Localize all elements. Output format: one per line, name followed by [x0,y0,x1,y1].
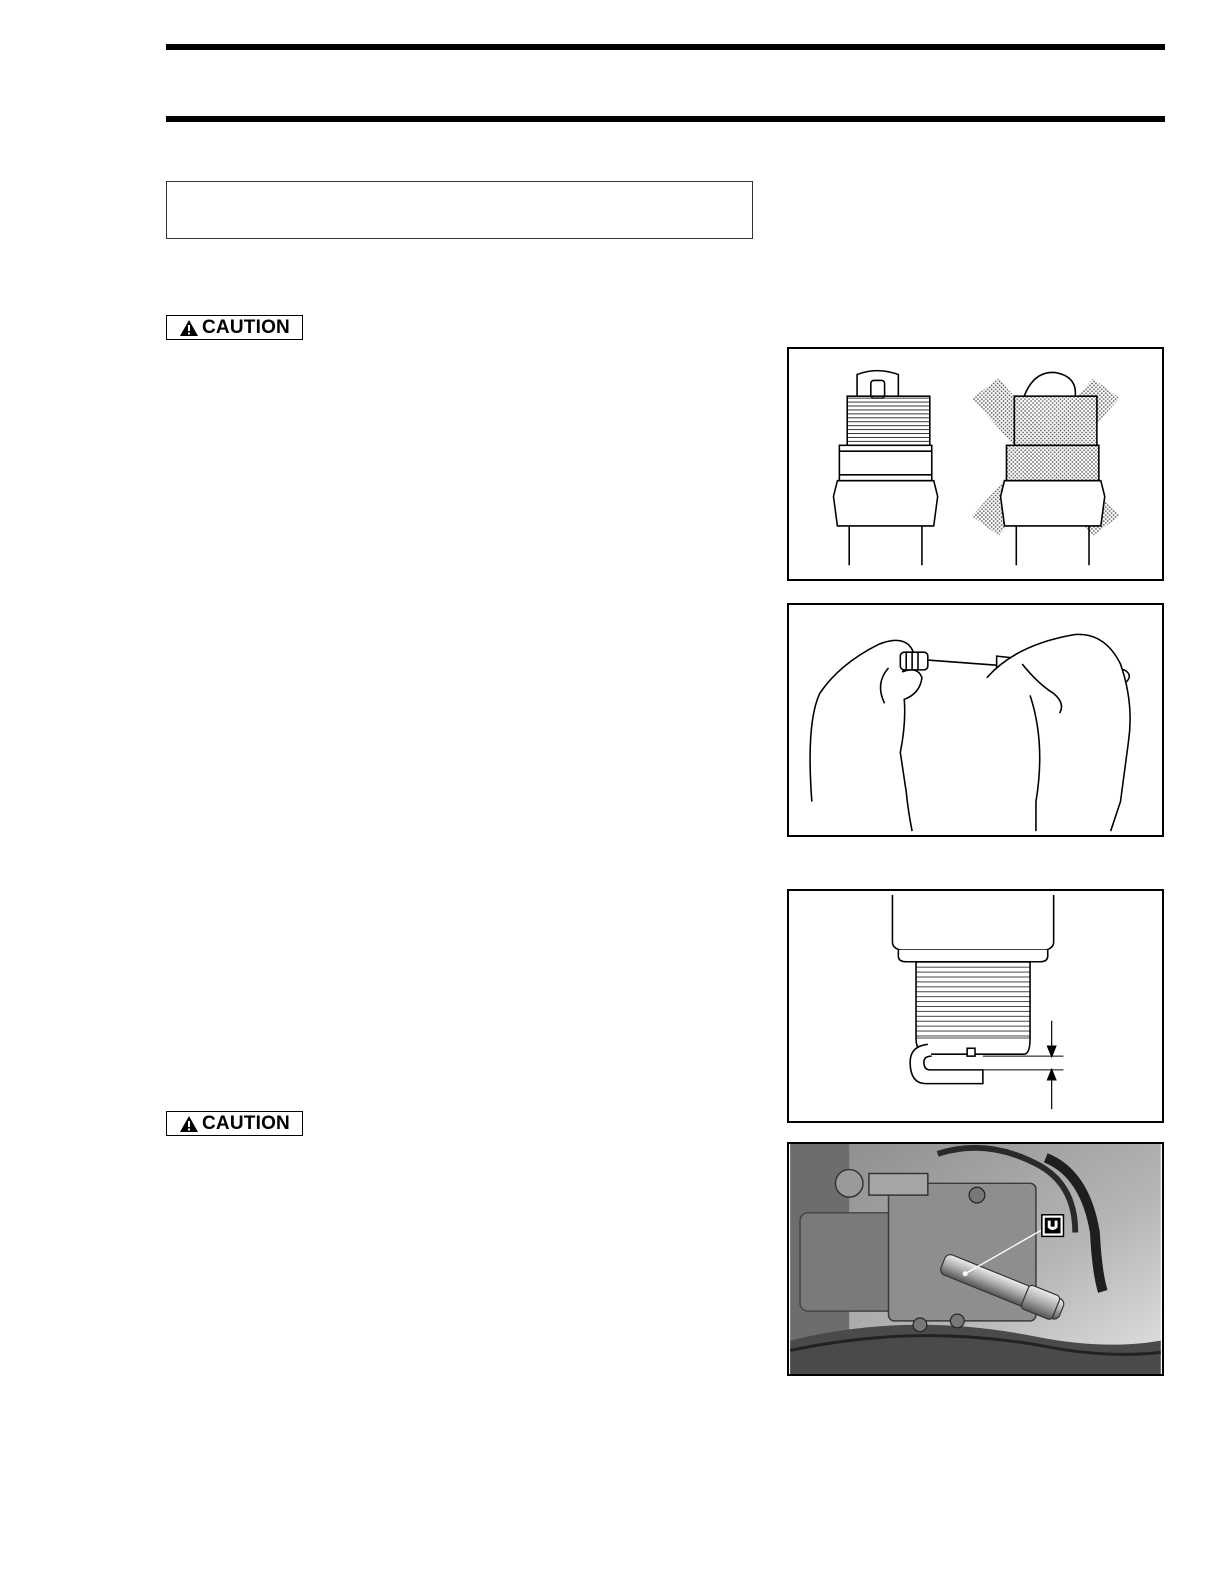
figure-spark-plug-gap [787,889,1164,1123]
warning-triangle-icon [179,319,199,337]
header-rule [166,116,1165,122]
figure-spark-plug-comparison [787,347,1164,581]
caution-text-1: CAUTION [202,316,290,338]
section-header-box [166,181,753,239]
caution-label-2 [166,1111,303,1136]
good-plug [833,371,937,566]
top-rule [166,44,1165,50]
figure-feeler-gauge [787,603,1164,837]
warning-triangle-icon [179,1115,199,1133]
spark-plug-comparison-illustration [789,349,1162,579]
bad-plug [972,372,1119,565]
figure-engine-photo [787,1142,1164,1376]
caution-label-1 [166,315,303,340]
feeler-gauge-illustration [789,605,1162,835]
caution-text-2: CAUTION [202,1112,290,1134]
spark-plug-gap-illustration [789,891,1162,1121]
wrench-icon [1042,1215,1064,1237]
engine-photo-illustration [789,1144,1162,1374]
